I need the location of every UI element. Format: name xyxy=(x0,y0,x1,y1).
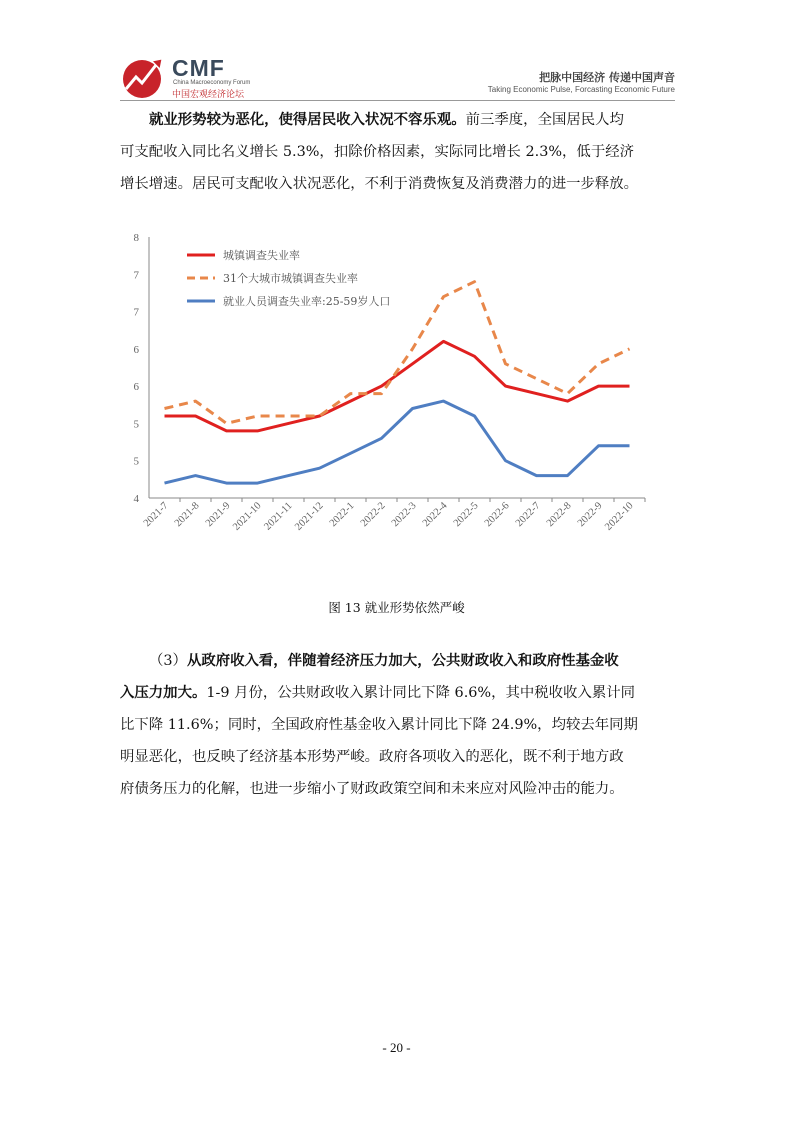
page-number: - 20 - xyxy=(382,1040,411,1055)
x-tick-label: 2022-2 xyxy=(358,500,388,530)
logo-text: CMF xyxy=(172,55,225,81)
logo-mark-icon xyxy=(120,55,170,100)
chart-svg xyxy=(125,225,665,565)
cmf-logo xyxy=(120,55,280,100)
paragraph-line: 可支配收入同比名义增长 5.3%，扣除价格因素，实际同比增长 2.3%，低于经济 xyxy=(120,144,634,160)
paragraph-line: 增长增速。居民可支配收入状况恶化，不利于消费恢复及消费潜力的进一步释放。 xyxy=(120,176,639,192)
y-tick-label: 8 xyxy=(133,232,139,244)
legend-label: 31个大城市城镇调查失业率 xyxy=(223,272,358,285)
series-line-2 xyxy=(165,401,630,483)
paragraph-government-revenue xyxy=(120,645,676,805)
x-tick-label: 2022-10 xyxy=(603,500,636,533)
series-line-0 xyxy=(165,341,630,431)
x-tick-label: 2022-8 xyxy=(544,500,574,530)
paragraph-line: 就业形势较为恶化，使得居民收入状况不容乐观。前三季度，全国居民人均 xyxy=(149,111,624,128)
paragraph-line: 明显恶化，也反映了经济基本形势严峻。政府各项收入的恶化，既不利于地方政 xyxy=(120,749,624,765)
page-header xyxy=(120,55,675,100)
logo-english: China Macroeconomy Forum xyxy=(173,80,251,86)
x-tick-label: 2021-7 xyxy=(141,500,171,530)
paragraph-line: 入压力加大。1-9 月份，公共财政收入累计同比下降 6.6%，其中税收收入累计同 xyxy=(120,684,636,701)
x-tick-label: 2021-9 xyxy=(203,500,233,530)
y-tick-label: 5 xyxy=(133,418,139,431)
header-divider xyxy=(120,100,675,101)
legend-label: 城镇调查失业率 xyxy=(223,249,300,262)
x-tick-label: 2022-4 xyxy=(420,500,450,530)
paragraph-line: （3）从政府收入看，伴随着经济压力加大，公共财政收入和政府性基金收 xyxy=(149,652,619,669)
x-tick-label: 2022-3 xyxy=(389,500,419,530)
x-tick-label: 2022-5 xyxy=(451,500,481,530)
legend-label: 就业人员调查失业率:25-59岁人口 xyxy=(223,295,391,308)
paragraph-line: 府债务压力的化解，也进一步缩小了财政政策空间和未来应对风险冲击的能力。 xyxy=(120,781,624,797)
bold-lead: 就业形势较为恶化，使得居民收入状况不容乐观。 xyxy=(149,111,466,128)
y-tick-label: 7 xyxy=(133,269,139,282)
bold-lead: 入压力加大。 xyxy=(120,684,207,701)
slogan-english: Taking Economic Pulse, Forcasting Economic Future xyxy=(487,85,675,94)
y-tick-label: 6 xyxy=(133,343,139,356)
paragraph-line: 比下降 11.6%；同时，全国政府性基金收入累计同比下降 24.9%，均较去年同期 xyxy=(120,717,638,733)
x-tick-label: 2021-8 xyxy=(172,500,202,530)
unemployment-chart xyxy=(125,225,665,565)
bold-lead: 从政府收入看，伴随着经济压力加大，公共财政收入和政府性基金收 xyxy=(186,652,619,669)
x-tick-label: 2022-6 xyxy=(482,500,512,530)
x-tick-label: 2022-7 xyxy=(513,500,543,530)
x-tick-label: 2021-10 xyxy=(231,500,264,533)
paragraph-income xyxy=(120,104,676,200)
slogan-chinese: 把脉中国经济 传递中国声音 xyxy=(539,71,675,84)
y-tick-label: 5 xyxy=(133,455,139,468)
x-tick-label: 2022-1 xyxy=(327,500,357,530)
x-tick-label: 2021-11 xyxy=(262,500,295,533)
y-tick-label: 7 xyxy=(133,306,139,319)
x-tick-label: 2022-9 xyxy=(575,500,605,530)
figure-caption: 图 13 就业形势依然严峻 xyxy=(328,600,465,615)
y-tick-label: 6 xyxy=(133,381,139,394)
x-tick-label: 2021-12 xyxy=(293,500,326,533)
logo-chinese: 中国宏观经济论坛 xyxy=(172,90,245,100)
y-tick-label: 4 xyxy=(133,493,139,505)
